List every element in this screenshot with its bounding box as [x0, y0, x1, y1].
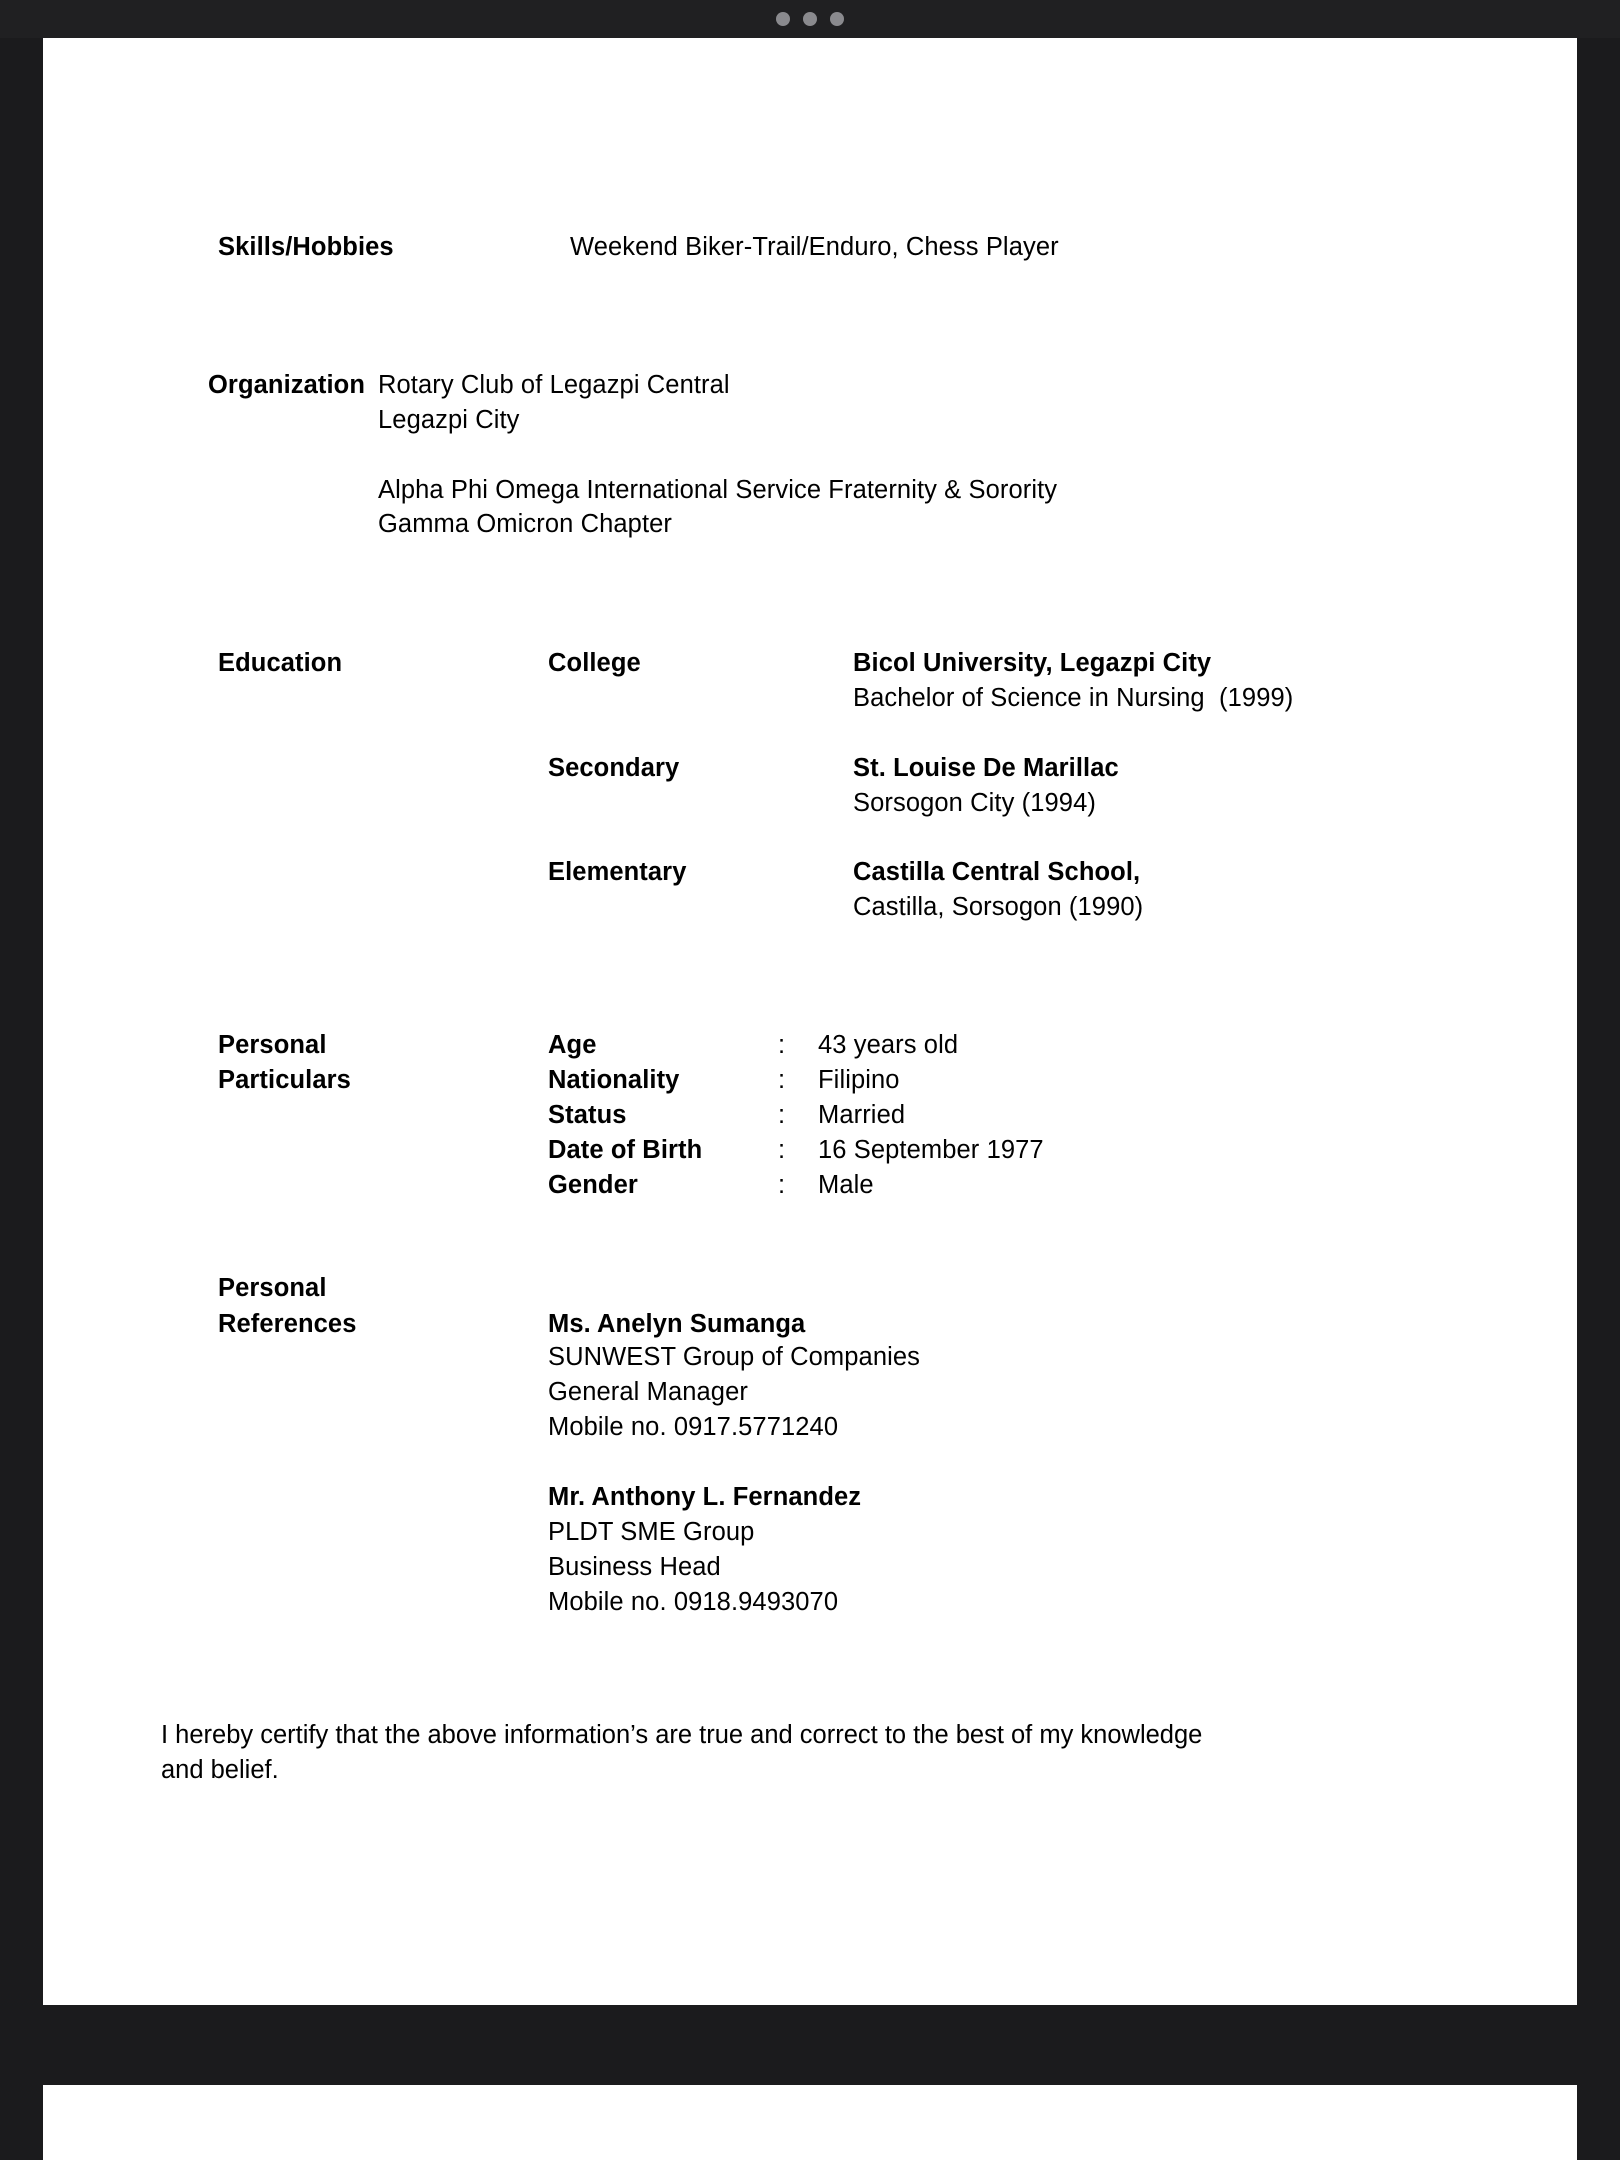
window-chrome-bar [0, 0, 1620, 38]
dot-icon-3 [830, 12, 844, 26]
particular-separator-date-of-birth: : [778, 1136, 786, 1164]
particular-value-date-of-birth: 16 September 1977 [818, 1136, 1044, 1164]
dot-icon-2 [803, 12, 817, 26]
particular-value-nationality: Filipino [818, 1066, 900, 1094]
education-level-secondary-school: St. Louise De Marillac [853, 754, 1119, 782]
document-page-1 [43, 38, 1577, 2005]
certification-statement: I hereby certify that the above information’s are true and correct to the best of my knowledge and belief. [161, 1721, 1203, 1784]
particular-separator-age: : [778, 1031, 786, 1059]
education-level-college-school: Bicol University, Legazpi City [853, 649, 1212, 677]
organization-entry-1-line2: Legazpi City [378, 406, 520, 434]
skills-value: Weekend Biker-Trail/Enduro, Chess Player [570, 233, 1059, 261]
reference-1-name: Ms. Anelyn Sumanga [548, 1310, 806, 1338]
reference-2-mobile: Mobile no. 0918.9493070 [548, 1588, 839, 1616]
reference-2-company: PLDT SME Group [548, 1518, 755, 1546]
reference-1-company: SUNWEST Group of Companies [548, 1343, 921, 1371]
education-level-secondary-label: Secondary [548, 754, 680, 782]
reference-2-name: Mr. Anthony L. Fernandez [548, 1483, 862, 1511]
reference-1-mobile: Mobile no. 0917.5771240 [548, 1413, 839, 1441]
organization-entry-2-line2: Gamma Omicron Chapter [378, 510, 673, 538]
particular-key-nationality: Nationality [548, 1066, 680, 1094]
particular-key-status: Status [548, 1101, 627, 1129]
document-page-2 [43, 2085, 1577, 2160]
particular-key-date-of-birth: Date of Birth [548, 1136, 703, 1164]
personal-particulars-label-line2: Particulars [218, 1066, 351, 1094]
education-level-elementary-label: Elementary [548, 858, 687, 886]
personal-references-label-line2: References [218, 1310, 357, 1338]
particular-value-gender: Male [818, 1171, 874, 1199]
particular-key-gender: Gender [548, 1171, 638, 1199]
personal-references-label-line1: Personal [218, 1274, 327, 1302]
particular-key-age: Age [548, 1031, 597, 1059]
reference-1-title: General Manager [548, 1378, 748, 1406]
particular-separator-gender: : [778, 1171, 786, 1199]
particular-separator-status: : [778, 1101, 786, 1129]
dot-icon-1 [776, 12, 790, 26]
education-level-elementary-school: Castilla Central School, [853, 858, 1141, 886]
education-level-secondary-detail: Sorsogon City (1994) [853, 789, 1096, 817]
organization-entry-2-line1: Alpha Phi Omega International Service Fraternity & Sorority [378, 476, 1058, 504]
skills-label: Skills/Hobbies [218, 233, 394, 261]
education-level-college-detail: Bachelor of Science in Nursing (1999) [853, 684, 1294, 712]
menu-dots-icon[interactable] [776, 12, 844, 26]
organization-entry-1-line1: Rotary Club of Legazpi Central [378, 371, 730, 399]
education-label: Education [218, 649, 343, 677]
particular-separator-nationality: : [778, 1066, 786, 1094]
education-level-college-label: College [548, 649, 641, 677]
reference-2-title: Business Head [548, 1553, 721, 1581]
particular-value-status: Married [818, 1101, 906, 1129]
particular-value-age: 43 years old [818, 1031, 959, 1059]
personal-particulars-label-line1: Personal [218, 1031, 327, 1059]
education-level-elementary-detail: Castilla, Sorsogon (1990) [853, 893, 1144, 921]
organization-label: Organization [208, 371, 366, 399]
